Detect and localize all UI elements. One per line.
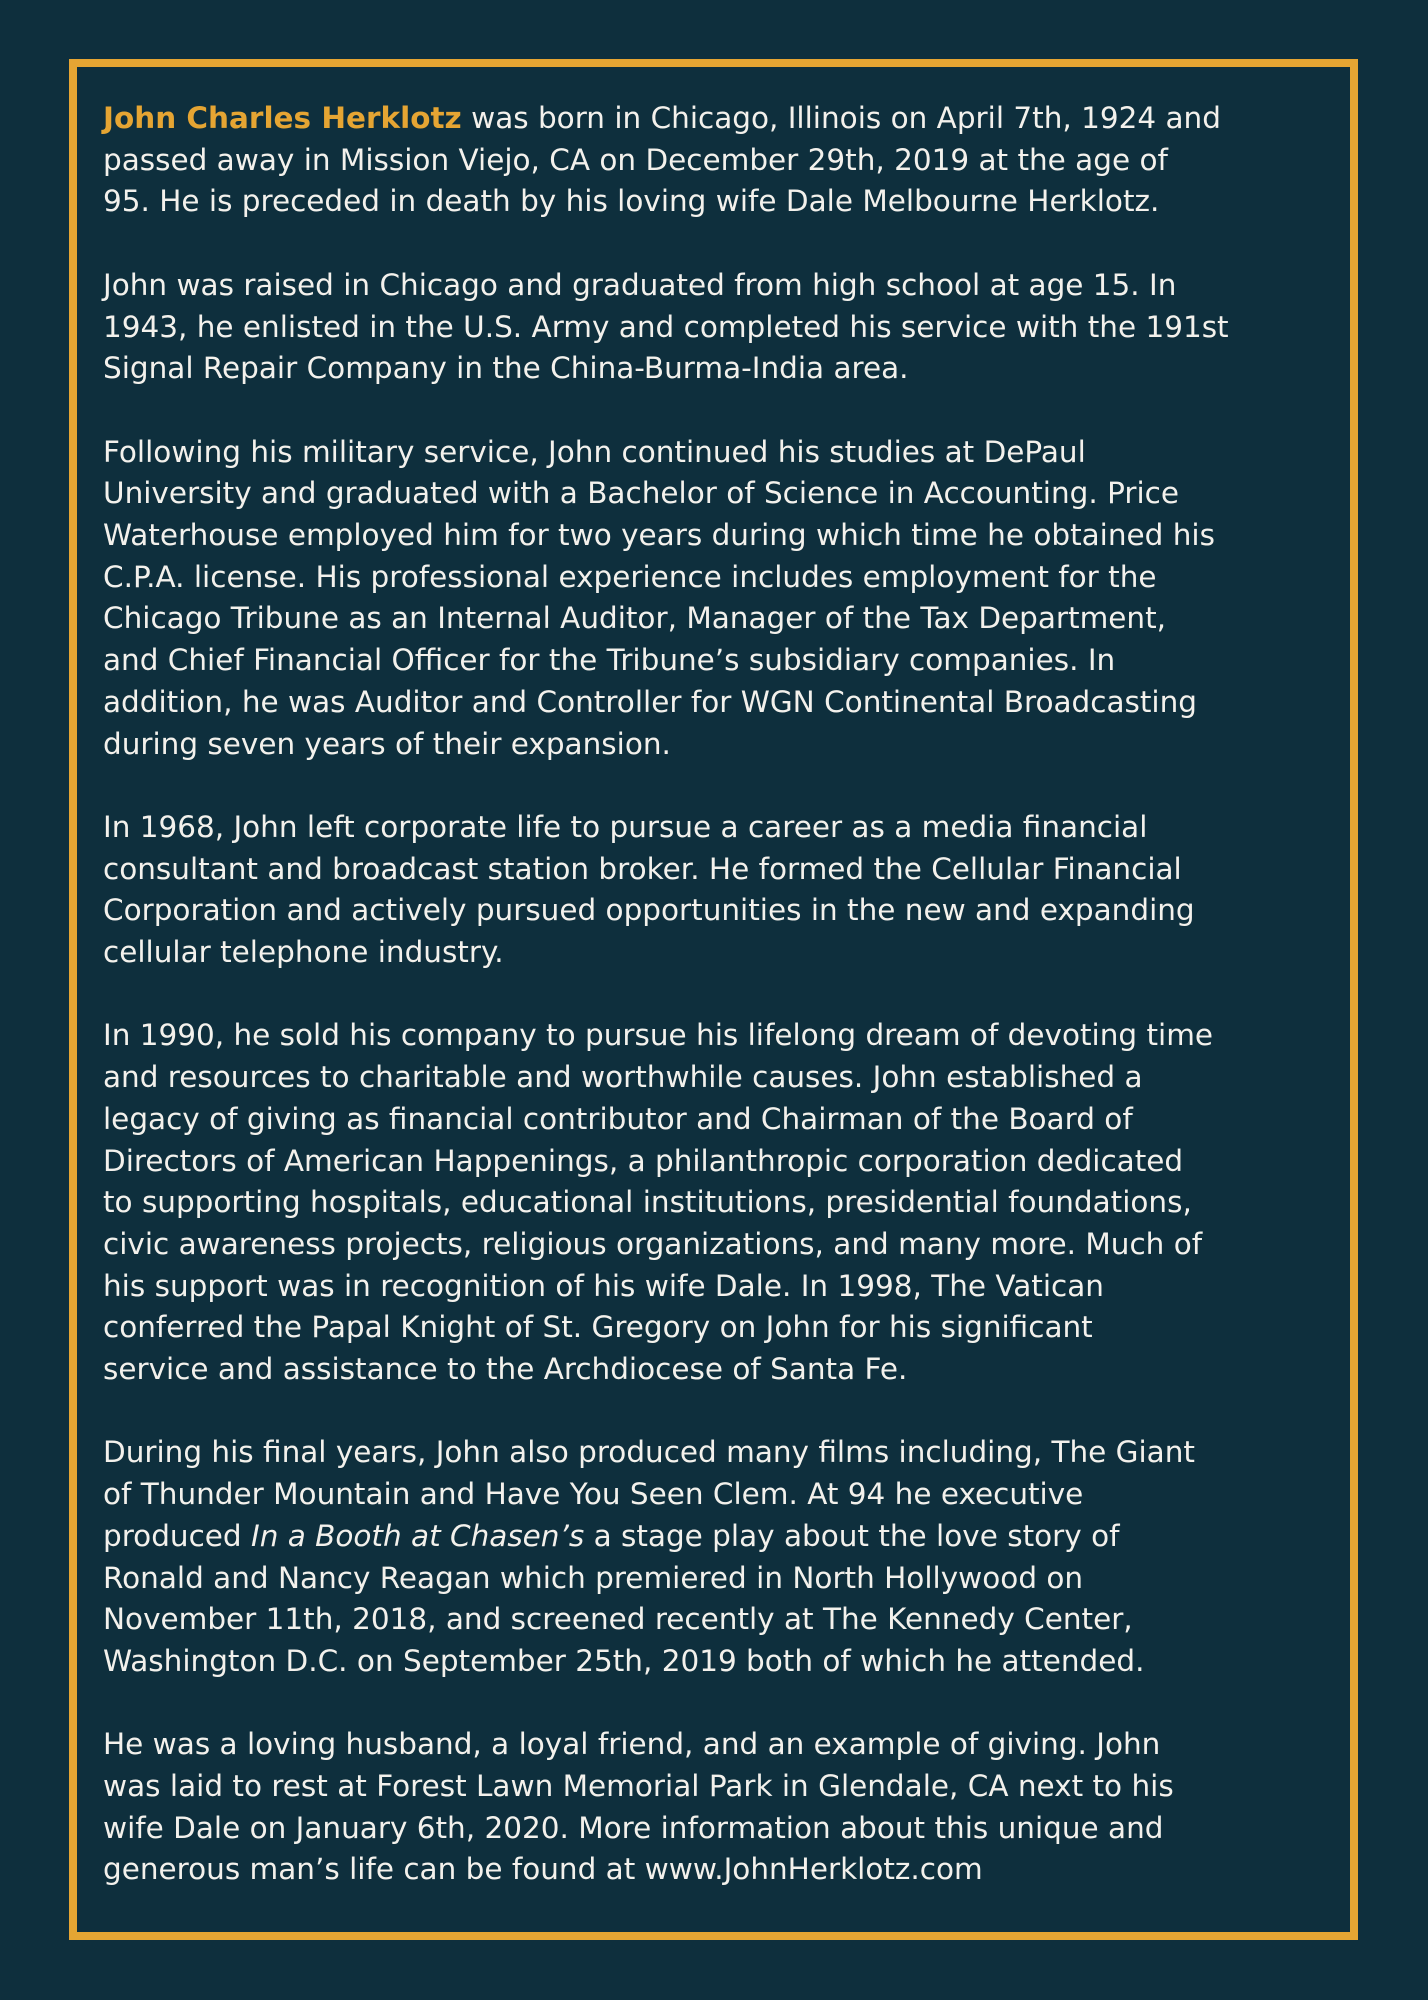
text-line: conferred the Papal Knight of St. Gregory on John for his significant <box>103 1310 1093 1345</box>
text-line: During his final years, John also produced many films including, The Giant <box>103 1435 1195 1470</box>
text-line: He was a loving husband, a loyal friend, and an example of giving. John <box>103 1727 1161 1762</box>
paragraph-media-career <box>103 807 1343 974</box>
text-line: Corporation and actively pursued opportunities in the new and expanding <box>103 893 1195 928</box>
text-line: Washington D.C. on September 25th, 2019 both of which he attended. <box>103 1643 1145 1678</box>
text-line: Chicago Tribune as an Internal Auditor, Manager of the Tax Department, <box>103 601 1167 636</box>
text-line: addition, he was Auditor and Controller for WGN Continental Broadcasting <box>103 684 1197 719</box>
play-title: In a Booth at Chasen’s <box>251 1518 585 1553</box>
obituary-text <box>103 98 1343 1891</box>
text-line: University and graduated with a Bachelor of Science in Accounting. Price <box>103 476 1179 511</box>
text-line: Signal Repair Company in the China-Burma-India area. <box>103 351 909 386</box>
paragraph-closing <box>103 1724 1343 1891</box>
text-line: produced In a Booth at Chasen’s a stage play about the love story of <box>103 1518 1120 1553</box>
text-line: C.P.A. license. His professional experience includes employment for the <box>103 559 1157 594</box>
paragraph-philanthropy <box>103 1015 1343 1390</box>
text-line: In 1990, he sold his company to pursue his lifelong dream of devoting time <box>103 1018 1214 1053</box>
paragraph-films <box>103 1432 1343 1682</box>
text-line: service and assistance to the Archdiocese of Santa Fe. <box>103 1352 908 1387</box>
text-line: and resources to charitable and worthwhile causes. John established a <box>103 1060 1143 1095</box>
text-line: passed away in Mission Viejo, CA on December 29th, 2019 at the age of <box>103 142 1168 177</box>
text-line: November 11th, 2018, and screened recently at The Kennedy Center, <box>103 1602 1133 1637</box>
text-line: John was raised in Chicago and graduated from high school at age 15. In <box>103 267 1177 302</box>
text-line: In 1968, John left corporate life to pursue a career as a media financial <box>103 809 1148 844</box>
text-line: civic awareness projects, religious organizations, and many more. Much of <box>103 1226 1203 1261</box>
text-line: of Thunder Mountain and Have You Seen Clem. At 94 he executive <box>103 1477 1084 1512</box>
text-line: cellular telephone industry. <box>103 935 504 970</box>
text-line: 1943, he enlisted in the U.S. Army and completed his service with the 191st <box>103 309 1229 344</box>
text-line: his support was in recognition of his wife Dale. In 1998, The Vatican <box>103 1268 1104 1303</box>
text-line: during seven years of their expansion. <box>103 726 671 761</box>
text-line: to supporting hospitals, educational institutions, presidential foundations, <box>103 1185 1192 1220</box>
website-link[interactable]: www.JohnHerklotz.com <box>644 1852 983 1887</box>
text-line: wife Dale on January 6th, 2020. More information about this unique and <box>103 1810 1164 1845</box>
text-line: generous man’s life can be found at www.JohnHerklotz.com <box>103 1852 983 1887</box>
paragraph-birth-death <box>103 98 1343 223</box>
text-line: legacy of giving as financial contributor and Chairman of the Board of <box>103 1101 1133 1136</box>
text-line: Ronald and Nancy Reagan which premiered in North Hollywood on <box>103 1560 1084 1595</box>
text-line: consultant and broadcast station broker. He formed the Cellular Financial <box>103 851 1182 886</box>
text-line: and Chief Financial Officer for the Tribune’s subsidiary companies. In <box>103 643 1116 678</box>
deceased-name: John Charles Herklotz <box>103 101 462 135</box>
text-line: Waterhouse employed him for two years during which time he obtained his <box>103 518 1215 552</box>
paragraph-career <box>103 432 1343 766</box>
paragraph-early-life <box>103 265 1343 390</box>
text-line: 95. He is preceded in death by his loving wife Dale Melbourne Herklotz. <box>103 184 1160 219</box>
text-line: John Charles Herklotz was born in Chicago, Illinois on April 7th, 1924 and <box>103 101 1221 135</box>
text-line: Directors of American Happenings, a philanthropic corporation dedicated <box>103 1143 1184 1178</box>
text-line: Following his military service, John continued his studies at DePaul <box>103 434 1086 469</box>
text-line: was laid to rest at Forest Lawn Memorial Park in Glendale, CA next to his <box>103 1769 1174 1804</box>
